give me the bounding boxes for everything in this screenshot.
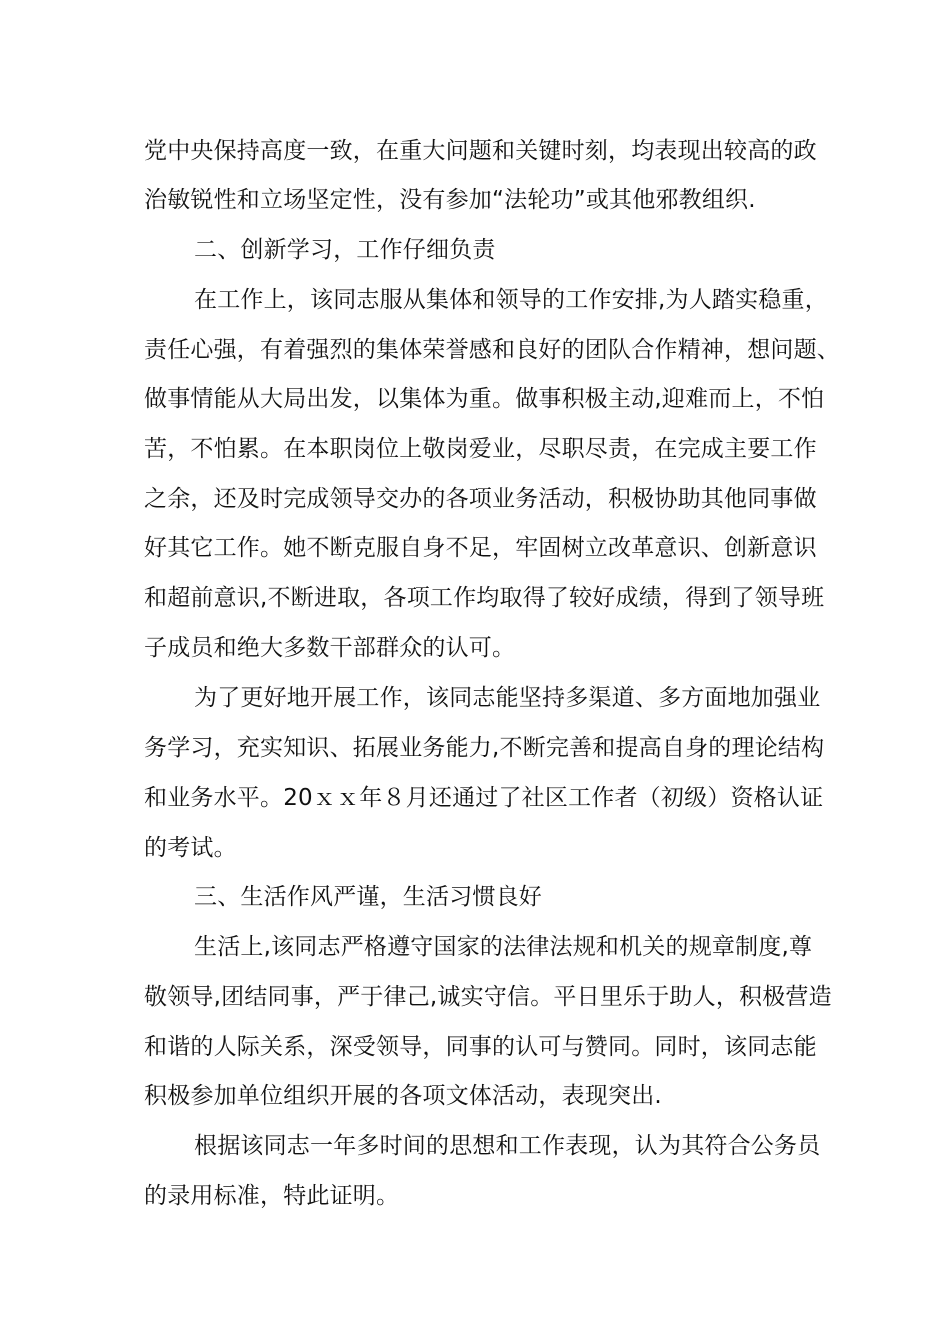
text-line: 子成员和绝大多数干部群众的认可。 [144,635,516,661]
paragraph-start: 生活上,该同志严格遵守国家的法律法规和机关的规章制度,尊 [194,934,813,960]
paragraph-start: 在工作上，该同志服从集体和领导的工作安排,为人踏实稳重， [194,287,828,313]
text-line: 的录用标准，特此证明。 [144,1183,400,1209]
text-line: 和超前意识,不断进取，各项工作均取得了较好成绩，得到了领导班 [144,585,825,611]
paragraph-start: 根据该同志一年多时间的思想和工作表现，认为其符合公务员 [194,1133,821,1159]
text-line: 责任心强，有着强烈的集体荣誉感和良好的团队合作精神，想问题、 [144,337,840,363]
text-line: 和谐的人际关系，深受领导，同事的认可与赞同。同时，该同志能 [144,1034,817,1060]
text-line: 敬领导,团结同事，严于律己,诚实守信。平日里乐于助人，积极营造 [144,984,832,1010]
text-line: 的考试。 [144,835,237,861]
text-line: 做事情能从大局出发，以集体为重。做事积极主动,迎难而上，不怕 [144,386,825,412]
section-heading: 二、创新学习，工作仔细负责 [194,237,496,263]
text-line: 治敏锐性和立场坚定性，没有参加“法轮功”或其他邪教组织. [144,187,756,213]
text-line: 之余，还及时完成领导交办的各项业务活动，积极协助其他同事做 [144,486,817,512]
text-line: 党中央保持高度一致，在重大问题和关键时刻，均表现出较高的政 [144,138,817,164]
text-line: 苦，不怕累。在本职岗位上敬岗爱业，尽职尽责，在完成主要工作 [144,436,817,462]
text-line: 务学习，充实知识、拓展业务能力,不断完善和提高自身的理论结构 [144,735,825,761]
paragraph-start: 为了更好地开展工作，该同志能坚持多渠道、多方面地加强业 [194,685,821,711]
text-line: 好其它工作。她不断克服自身不足，牢固树立改革意识、创新意识 [144,535,817,561]
text-line: 积极参加单位组织开展的各项文体活动，表现突出. [144,1083,662,1109]
text-line: 和业务水平。20ｘｘ年８月还通过了社区工作者（初级）资格认证 [144,785,824,811]
section-heading: 三、生活作风严谨，生活习惯良好 [194,884,542,910]
